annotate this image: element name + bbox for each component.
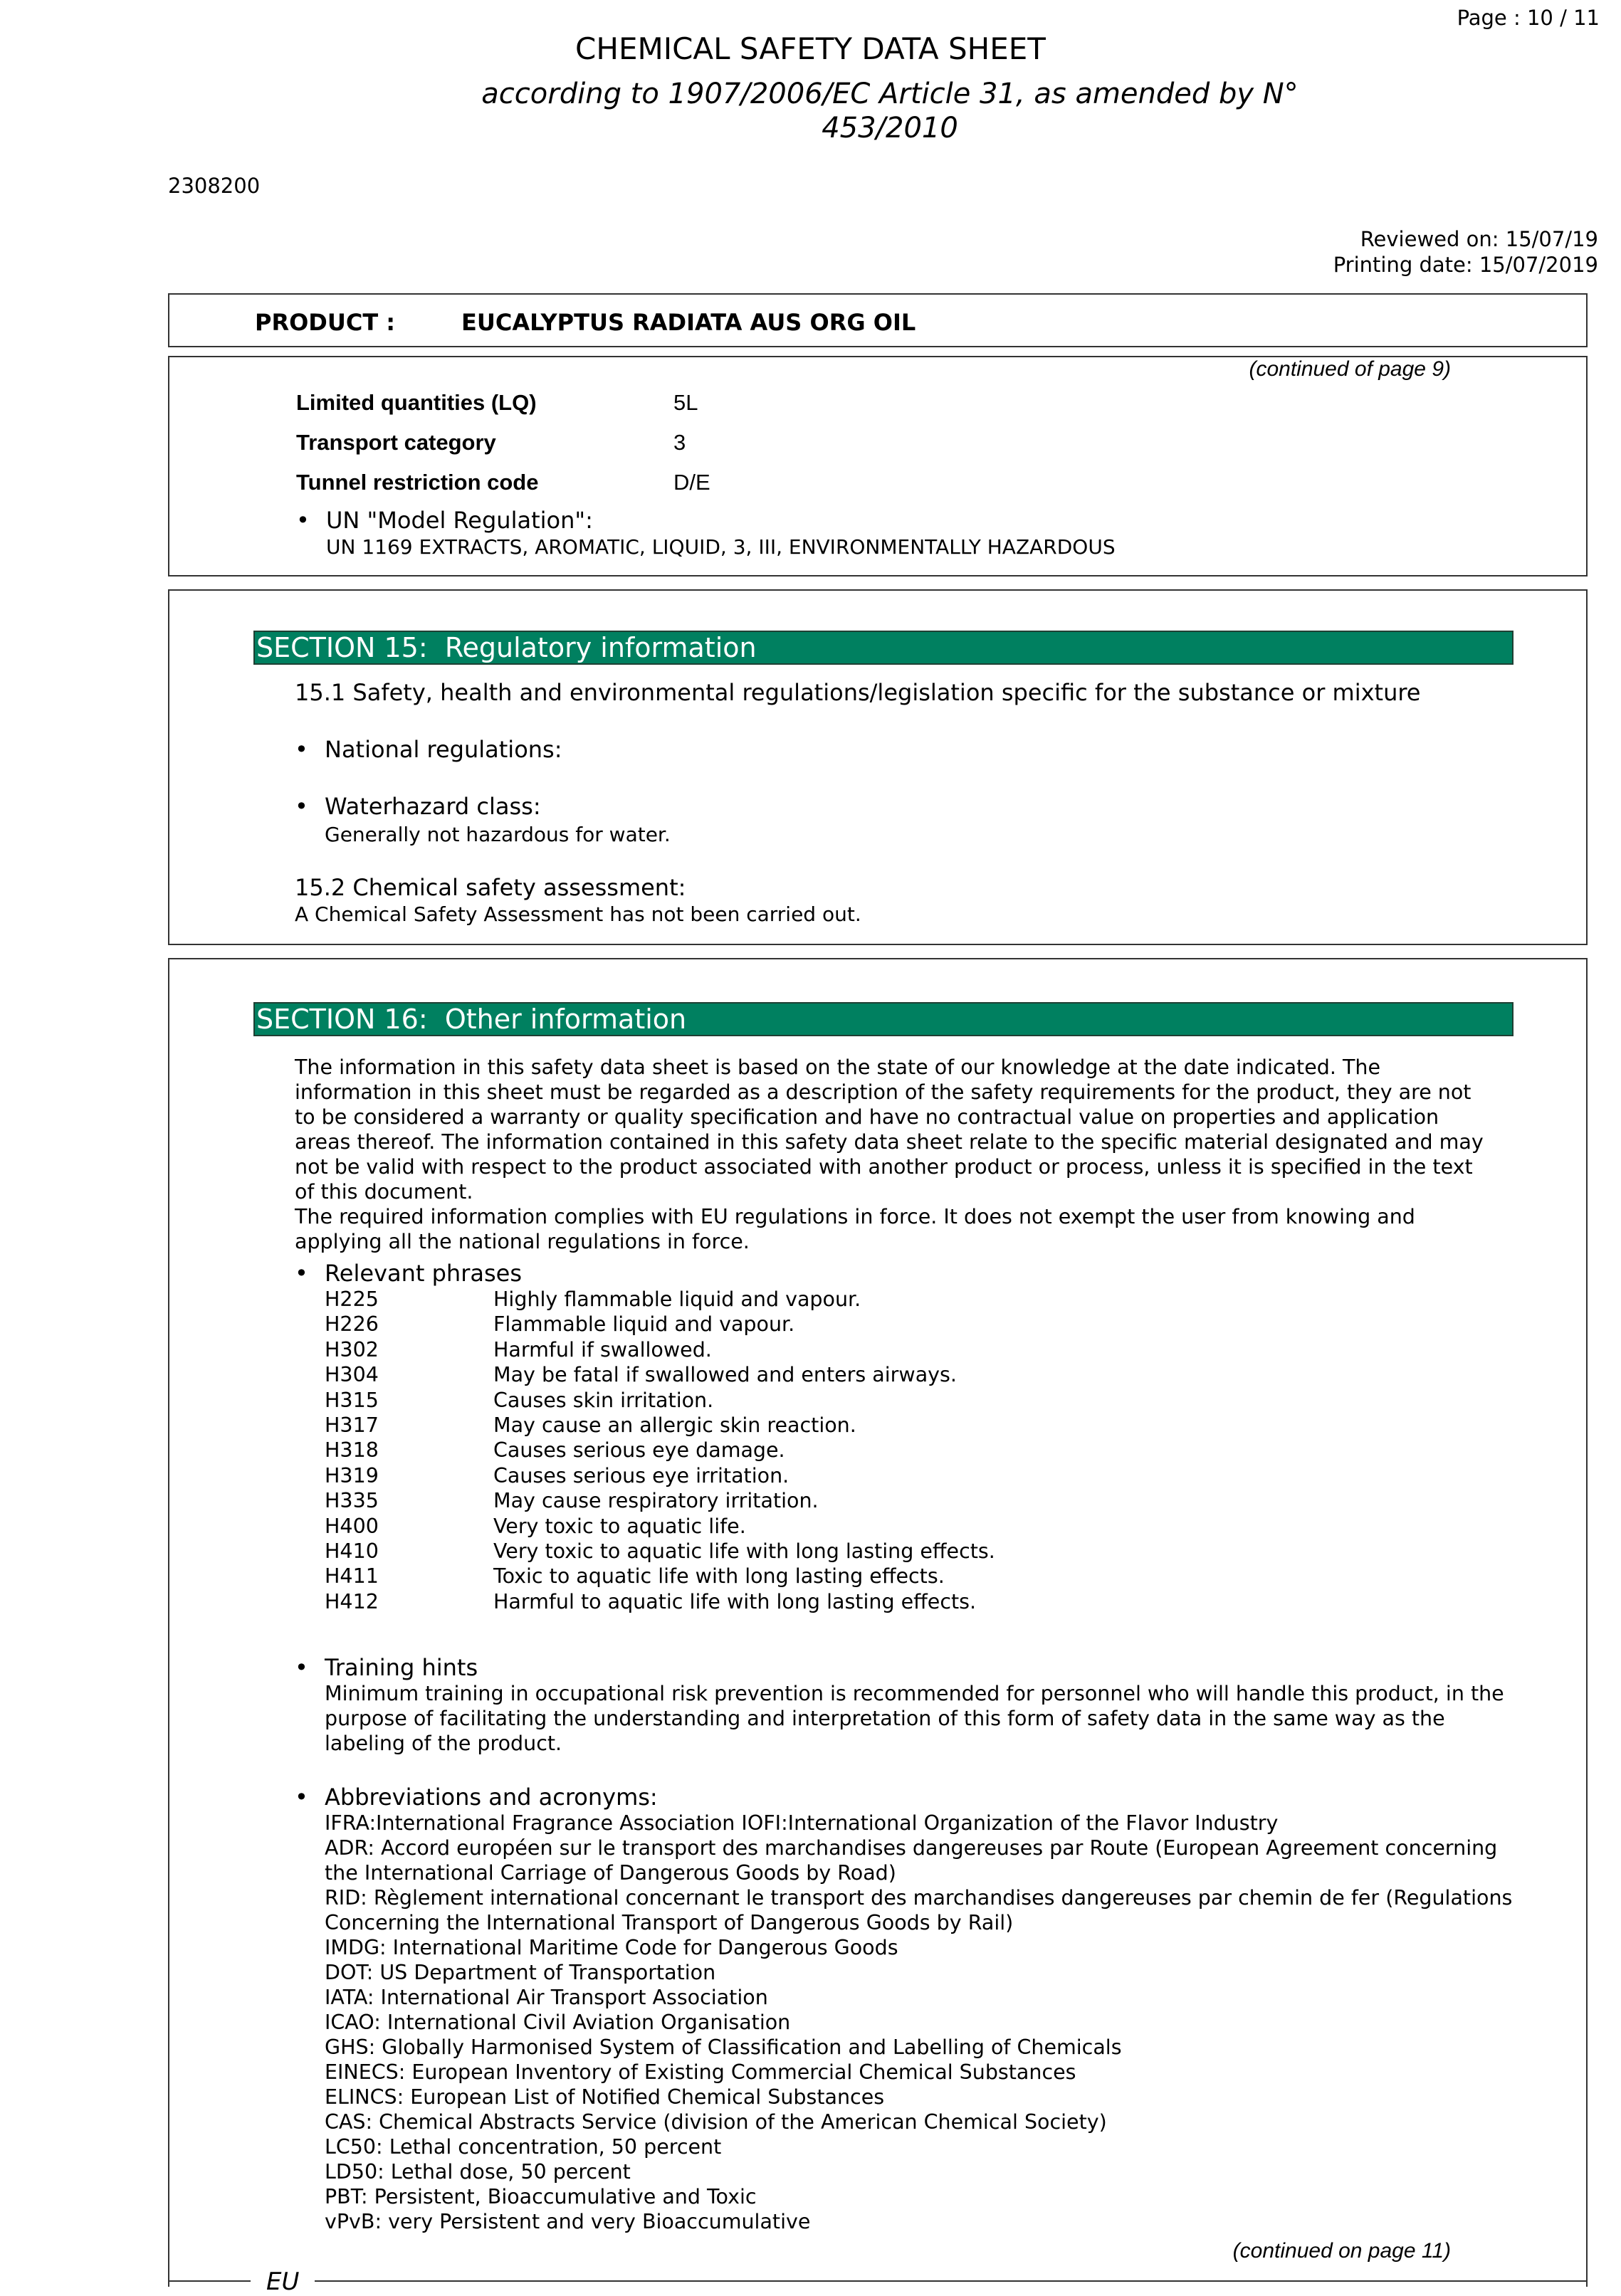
section-16-intro: [295, 1055, 1505, 1254]
section-15-box: [168, 589, 1588, 945]
phrase-code: H315: [325, 1388, 379, 1412]
bullet-icon: •: [295, 736, 308, 763]
phrase-row: [325, 1388, 995, 1413]
phrase-text: Flammable liquid and vapour.: [493, 1312, 795, 1337]
product-label: PRODUCT :: [255, 309, 396, 336]
intro-line: The information in this safety data sheet is based on the state of our knowledge at the date indicated. The: [295, 1055, 1380, 1079]
transport-row: [296, 390, 698, 416]
abbreviations-list: [325, 1811, 1512, 2234]
phrase-code: H335: [325, 1489, 379, 1513]
abbreviation-line: RID: Règlement international concernant le transport des marchandises dangereuses par chemin de fer (Regulations: [325, 1886, 1513, 1910]
phrase-row: [325, 1589, 995, 1614]
abbreviation-line: the International Carriage of Dangerous Goods by Road): [325, 1861, 896, 1885]
footer-region: EU: [251, 2268, 315, 2296]
page-indicator: Page : 10 / 11: [1457, 6, 1600, 30]
transport-row: [296, 470, 710, 495]
training-hints: [295, 1654, 478, 1681]
document-subtitle: [427, 77, 1353, 145]
section-15-header: SECTION 15: Regulatory information: [253, 631, 1514, 665]
phrase-code: H302: [325, 1337, 379, 1362]
phrase-text: May cause an allergic skin reaction.: [493, 1413, 856, 1438]
un-model-value: UN 1169 EXTRACTS, AROMATIC, LIQUID, 3, III, ENVIRONMENTALLY HAZARDOUS: [326, 535, 1116, 559]
abbreviation-line: DOT: US Department of Transportation: [325, 1961, 716, 1984]
product-row: [255, 309, 916, 336]
phrase-row: [325, 1539, 995, 1564]
transport-key: Transport category: [296, 430, 496, 455]
bullet-icon: •: [295, 1784, 308, 1811]
phrase-code: H226: [325, 1312, 379, 1337]
section-15-1-heading: 15.1 Safety, health and environmental regulations/legislation specific for the substance or mixture: [295, 679, 1421, 706]
reviewed-on: Reviewed on: 15/07/19: [1360, 227, 1598, 251]
intro-line: not be valid with respect to the product associated with another product or process, unless it is specified in the text: [295, 1155, 1473, 1179]
subtitle-line-2: 453/2010: [822, 112, 958, 144]
waterhazard-value: Generally not hazardous for water.: [325, 823, 671, 846]
review-dates: [1333, 226, 1598, 278]
product-box: [168, 293, 1588, 347]
phrase-code: H411: [325, 1564, 379, 1589]
abbreviation-line: vPvB: very Persistent and very Bioaccumulative: [325, 2210, 811, 2233]
phrase-text: Causes serious eye damage.: [493, 1438, 785, 1463]
phrase-text: Causes skin irritation.: [493, 1388, 714, 1412]
intro-line: information in this sheet must be regarded as a description of the safety requirements for the product, they are not: [295, 1080, 1472, 1104]
abbreviation-line: LC50: Lethal concentration, 50 percent: [325, 2135, 722, 2159]
phrase-text: May be fatal if swallowed and enters airways.: [493, 1363, 957, 1387]
training-line: Minimum training in occupational risk prevention is recommended for personnel who will handle this product, in the: [325, 1682, 1504, 1705]
phrase-text: Harmful to aquatic life with long lasting effects.: [493, 1589, 977, 1613]
phrase-row: [325, 1463, 995, 1488]
phrase-row: [325, 1312, 995, 1337]
phrase-row: [325, 1438, 995, 1463]
phrase-text: May cause respiratory irritation.: [493, 1489, 819, 1513]
un-model-regulation: [296, 507, 593, 534]
document-id: 2308200: [168, 174, 261, 198]
phrase-text: Very toxic to aquatic life.: [493, 1514, 746, 1538]
abbreviation-line: EINECS: European Inventory of Existing Commercial Chemical Substances: [325, 2060, 1076, 2084]
phrase-code: H304: [325, 1363, 379, 1387]
phrase-code: H400: [325, 1514, 379, 1538]
intro-line: areas thereof. The information contained in this safety data sheet relate to the specific material designated and may: [295, 1130, 1484, 1154]
training-hints-label: Training hints: [325, 1654, 478, 1681]
phrase-code: H412: [325, 1589, 379, 1613]
phrase-row: [325, 1488, 995, 1513]
abbreviation-line: IFRA:International Fragrance Association IOFI:International Organization of the Flavor Industry: [325, 1811, 1279, 1835]
abbreviations-label: Abbreviations and acronyms:: [325, 1784, 658, 1811]
relevant-phrases-label: Relevant phrases: [325, 1260, 522, 1287]
phrase-code: H410: [325, 1539, 379, 1564]
intro-line: to be considered a warranty or quality specification and have no contractual value on properties and application: [295, 1105, 1439, 1129]
transport-box: [168, 356, 1588, 576]
phrase-row: [325, 1413, 995, 1438]
intro-line: The required information complies with EU regulations in force. It does not exempt the user from knowing and: [295, 1205, 1415, 1228]
phrase-row: [325, 1287, 995, 1312]
training-hints-text: [325, 1681, 1504, 1756]
abbreviation-line: LD50: Lethal dose, 50 percent: [325, 2160, 631, 2184]
national-regulations: [295, 736, 562, 763]
transport-row: [296, 430, 686, 455]
training-line: labeling of the product.: [325, 1732, 562, 1755]
intro-line: of this document.: [295, 1180, 473, 1204]
phrase-code: H319: [325, 1463, 379, 1487]
transport-key: Limited quantities (LQ): [296, 390, 537, 415]
phrase-row: [325, 1337, 995, 1362]
phrase-text: Causes serious eye irritation.: [493, 1463, 789, 1487]
abbreviation-line: ELINCS: European List of Notified Chemical Substances: [325, 2085, 885, 2109]
abbreviation-line: IATA: International Air Transport Association: [325, 1986, 768, 2009]
section-15-2-value: A Chemical Safety Assessment has not been carried out.: [295, 902, 861, 926]
phrase-text: Harmful if swallowed.: [493, 1337, 712, 1362]
continued-of-page: (continued of page 9): [1249, 357, 1451, 381]
training-line: purpose of facilitating the understanding and interpretation of this form of safety data in the same way as the: [325, 1707, 1445, 1730]
relevant-phrases: [295, 1260, 522, 1287]
abbreviation-line: Concerning the International Transport of Dangerous Goods by Rail): [325, 1911, 1014, 1934]
national-regulations-label: National regulations:: [325, 736, 562, 763]
phrase-text: Very toxic to aquatic life with long lasting effects.: [493, 1539, 995, 1564]
phrase-code: H317: [325, 1413, 379, 1438]
waterhazard-label: Waterhazard class:: [325, 793, 541, 820]
abbreviation-line: ICAO: International Civil Aviation Organisation: [325, 2011, 791, 2034]
phrase-code: H318: [325, 1438, 379, 1463]
abbreviation-line: IMDG: International Maritime Code for Dangerous Goods: [325, 1936, 898, 1959]
abbreviation-line: GHS: Globally Harmonised System of Classification and Labelling of Chemicals: [325, 2036, 1122, 2059]
bullet-icon: •: [296, 507, 310, 534]
intro-line: applying all the national regulations in force.: [295, 1230, 750, 1253]
abbreviations: [295, 1784, 658, 1811]
phrase-row: [325, 1564, 995, 1589]
footer-divider: [168, 2280, 1588, 2282]
document-title: CHEMICAL SAFETY DATA SHEET: [575, 31, 1046, 66]
abbreviation-line: PBT: Persistent, Bioaccumulative and Toxic: [325, 2185, 757, 2208]
abbreviation-line: ADR: Accord européen sur le transport des marchandises dangereuses par Route (European Agreement concerning: [325, 1836, 1498, 1860]
phrase-text: Toxic to aquatic life with long lasting effects.: [493, 1564, 945, 1589]
phrase-code: H225: [325, 1287, 379, 1311]
transport-value: 3: [673, 430, 686, 455]
bullet-icon: •: [295, 793, 308, 820]
bullet-icon: •: [295, 1654, 308, 1681]
section-16-header: SECTION 16: Other information: [253, 1002, 1514, 1036]
abbreviation-line: CAS: Chemical Abstracts Service (division of the American Chemical Society): [325, 2110, 1107, 2134]
transport-value: 5L: [673, 390, 698, 415]
continued-on-page: (continued on page 11): [1232, 2239, 1451, 2263]
hazard-phrases-list: [325, 1287, 995, 1614]
product-name: EUCALYPTUS RADIATA AUS ORG OIL: [461, 309, 916, 336]
waterhazard-class: [295, 793, 541, 820]
transport-value: D/E: [673, 470, 710, 495]
bullet-icon: •: [295, 1260, 308, 1287]
phrase-text: Highly flammable liquid and vapour.: [493, 1287, 861, 1311]
phrase-row: [325, 1362, 995, 1387]
transport-key: Tunnel restriction code: [296, 470, 539, 495]
printing-date: Printing date: 15/07/2019: [1333, 253, 1598, 277]
subtitle-line-1: according to 1907/2006/EC Article 31, as amended by N°: [481, 78, 1299, 110]
section-15-2-heading: 15.2 Chemical safety assessment:: [295, 874, 686, 901]
phrase-row: [325, 1514, 995, 1539]
un-model-label: UN "Model Regulation":: [326, 507, 593, 534]
section-16-box: [168, 958, 1588, 2287]
